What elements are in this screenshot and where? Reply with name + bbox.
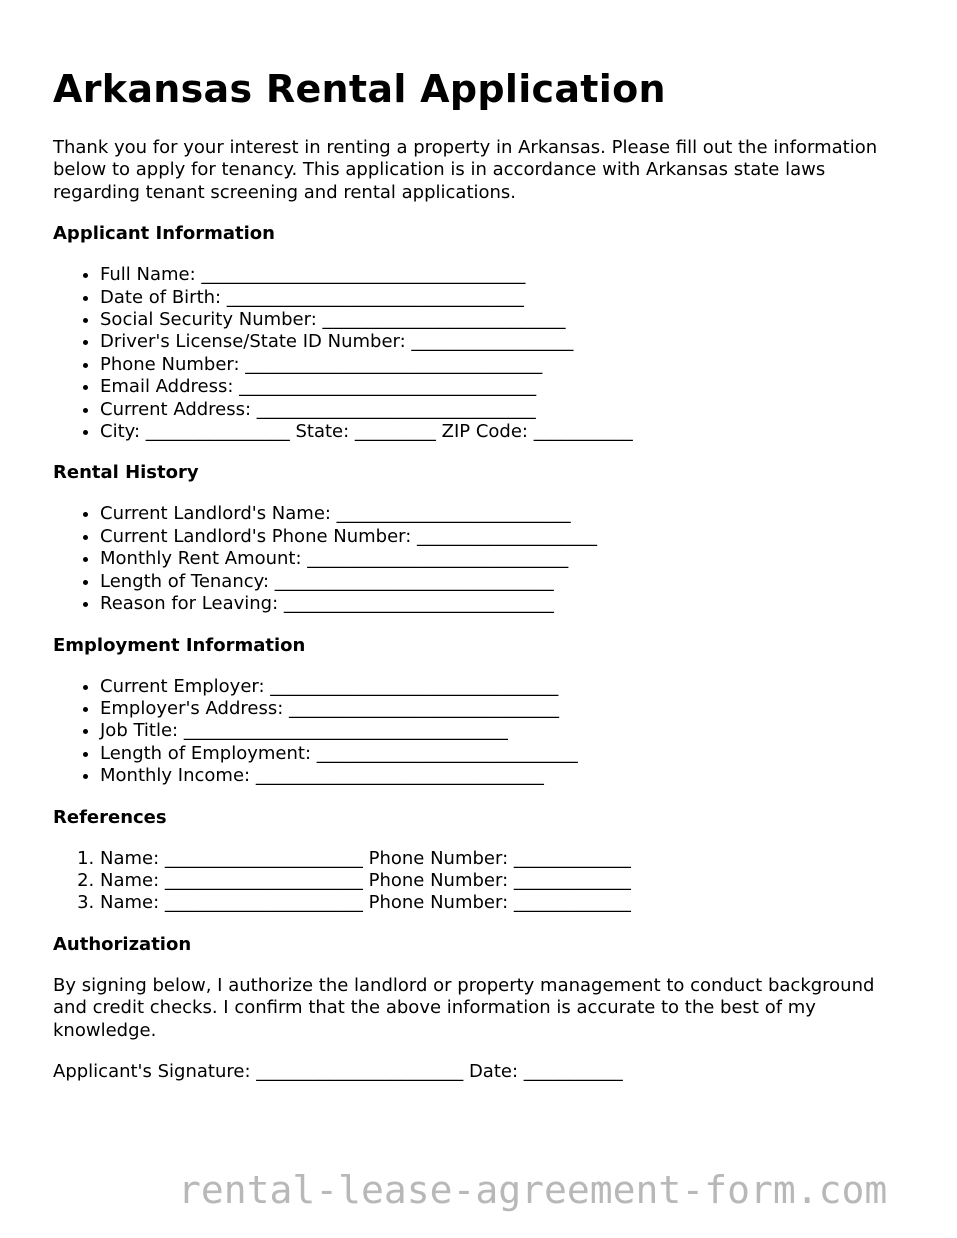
watermark-text: rental-lease-agreement-form.com bbox=[178, 1168, 888, 1212]
field-city-state-zip: • City: ________________ State: _________ ZIP Code: ___________ bbox=[100, 421, 913, 443]
page-title: Arkansas Rental Application bbox=[53, 67, 666, 111]
field-landlord-phone: • Current Landlord's Phone Number: ____________________ bbox=[100, 526, 913, 548]
field-phone: • Phone Number: _________________________________ bbox=[100, 354, 913, 376]
field-monthly-rent: • Monthly Rent Amount: _____________________________ bbox=[100, 548, 913, 570]
field-full-name: • Full Name: ____________________________________ bbox=[100, 264, 913, 286]
field-date-of-birth: • Date of Birth: _________________________________ bbox=[100, 287, 913, 309]
field-current-employer: • Current Employer: ________________________________ bbox=[100, 676, 913, 698]
field-employer-address: • Employer's Address: ______________________________ bbox=[100, 698, 913, 720]
section-heading-employment: Employment Information bbox=[53, 634, 306, 656]
section-heading-authorization: Authorization bbox=[53, 933, 192, 955]
rental-history-list bbox=[53, 503, 913, 615]
field-ssn: • Social Security Number: ___________________________ bbox=[100, 309, 913, 331]
reference-item: 3. Name: ______________________ Phone Number: _____________ bbox=[100, 892, 913, 914]
signature-line: Applicant's Signature: _______________________ Date: ___________ bbox=[53, 1060, 623, 1082]
field-monthly-income: • Monthly Income: ________________________________ bbox=[100, 765, 913, 787]
authorization-text: By signing below, I authorize the landlord or property management to conduct background and credit checks. I confirm that the above information is accurate to the best of my knowledge. bbox=[53, 974, 875, 1041]
field-landlord-name: • Current Landlord's Name: __________________________ bbox=[100, 503, 913, 525]
field-email: • Email Address: _________________________________ bbox=[100, 376, 913, 398]
field-current-address: • Current Address: _______________________________ bbox=[100, 399, 913, 421]
reference-item: 2. Name: ______________________ Phone Number: _____________ bbox=[100, 870, 913, 892]
section-heading-references: References bbox=[53, 806, 167, 828]
section-heading-rental-history: Rental History bbox=[53, 462, 199, 484]
field-license-id: • Driver's License/State ID Number: __________________ bbox=[100, 331, 913, 353]
intro-paragraph: Thank you for your interest in renting a property in Arkansas. Please fill out the information below to apply for tenancy. This application is in accordance with Arkansas state laws regarding tenant screening and rental applications. bbox=[53, 137, 878, 203]
field-length-of-employment: • Length of Employment: _____________________________ bbox=[100, 743, 913, 765]
field-reason-for-leaving: • Reason for Leaving: ______________________________ bbox=[100, 593, 913, 615]
applicant-list bbox=[53, 264, 913, 443]
section-heading-applicant: Applicant Information bbox=[53, 223, 275, 245]
field-length-of-tenancy: • Length of Tenancy: _______________________________ bbox=[100, 571, 913, 593]
field-job-title: • Job Title: ____________________________________ bbox=[100, 720, 913, 742]
employment-list bbox=[53, 676, 913, 788]
references-list bbox=[53, 848, 913, 915]
document-page bbox=[53, 66, 913, 1083]
reference-item: 1. Name: ______________________ Phone Number: _____________ bbox=[100, 848, 913, 870]
